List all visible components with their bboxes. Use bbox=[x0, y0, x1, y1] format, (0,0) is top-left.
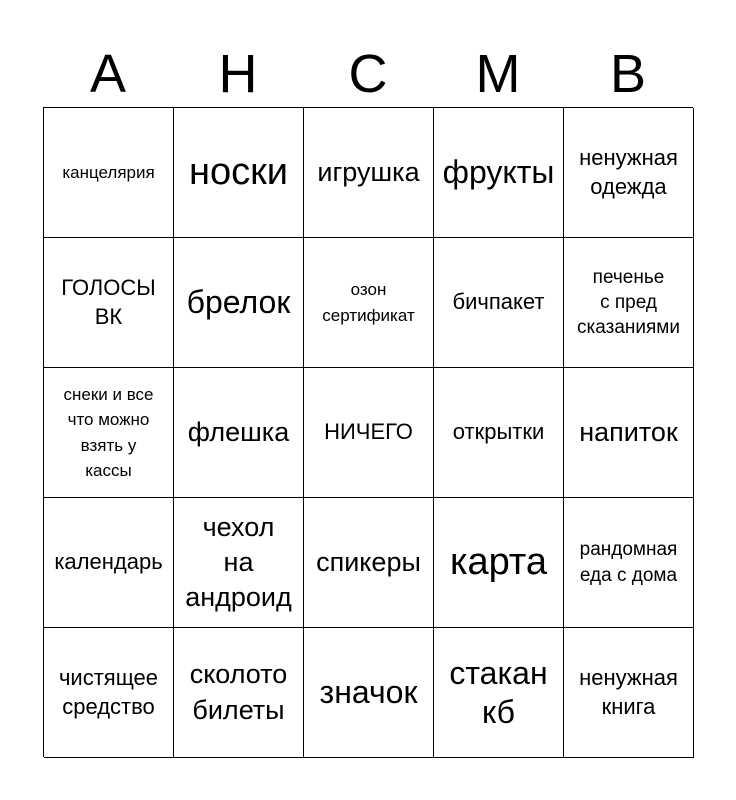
cell-text: открытки bbox=[452, 419, 545, 445]
cell-text: ненужная одежда bbox=[579, 144, 678, 199]
bingo-cell[interactable] bbox=[304, 108, 434, 238]
cell-text: печенье с пред сказаниями bbox=[577, 266, 680, 339]
bingo-cell[interactable] bbox=[434, 628, 564, 758]
bingo-header bbox=[43, 40, 693, 108]
bingo-cell[interactable] bbox=[44, 628, 174, 758]
bingo-cell[interactable] bbox=[564, 498, 694, 628]
bingo-cell[interactable] bbox=[174, 628, 304, 758]
cell-text: фрукты bbox=[442, 154, 555, 191]
bingo-cell[interactable] bbox=[304, 628, 434, 758]
cell-text: бичпакет bbox=[452, 289, 545, 315]
cell-text: снеки и все что можно взять у кассы bbox=[63, 384, 154, 480]
bingo-cell[interactable] bbox=[44, 368, 174, 498]
cell-text: озон сертификат bbox=[322, 280, 415, 325]
bingo-cell[interactable] bbox=[304, 368, 434, 498]
bingo-cell[interactable] bbox=[174, 238, 304, 368]
cell-text: чистящее средство bbox=[58, 664, 159, 719]
bingo-cell[interactable] bbox=[434, 238, 564, 368]
header-letter-5: В bbox=[609, 44, 647, 104]
bingo-cell[interactable] bbox=[564, 238, 694, 368]
bingo-cell[interactable] bbox=[44, 108, 174, 238]
bingo-cell[interactable] bbox=[564, 108, 694, 238]
cell-text: брелок bbox=[186, 284, 291, 321]
cell-text: чехол на андроид bbox=[185, 511, 292, 613]
bingo-cell[interactable] bbox=[174, 108, 304, 238]
cell-text: карта bbox=[449, 540, 547, 583]
bingo-cell[interactable] bbox=[564, 628, 694, 758]
cell-text: ненужная книга bbox=[579, 664, 678, 719]
bingo-grid bbox=[43, 107, 693, 757]
cell-text: спикеры bbox=[316, 546, 421, 577]
cell-text: сколото билеты bbox=[189, 659, 288, 725]
bingo-cell[interactable] bbox=[564, 368, 694, 498]
bingo-cell[interactable] bbox=[44, 498, 174, 628]
cell-text: ГОЛОСЫ ВК bbox=[61, 274, 156, 329]
bingo-cell[interactable] bbox=[434, 108, 564, 238]
cell-text: стакан кб bbox=[449, 655, 548, 730]
cell-text: флешка bbox=[187, 416, 290, 447]
cell-text: носки bbox=[189, 150, 288, 193]
header-letter-1: А bbox=[89, 44, 127, 104]
bingo-cell[interactable] bbox=[434, 368, 564, 498]
cell-text: рандомная еда с дома bbox=[579, 539, 678, 586]
bingo-cell[interactable] bbox=[174, 368, 304, 498]
cell-text: канцелярия bbox=[62, 162, 155, 182]
cell-text: календарь bbox=[54, 549, 163, 575]
cell-text: напиток bbox=[579, 416, 678, 447]
cell-text: игрушка bbox=[317, 156, 420, 187]
bingo-cell[interactable] bbox=[304, 238, 434, 368]
bingo-cell[interactable] bbox=[434, 498, 564, 628]
header-letter-3: С bbox=[348, 44, 388, 104]
bingo-cell[interactable] bbox=[304, 498, 434, 628]
cell-text: значок bbox=[319, 674, 418, 711]
bingo-cell[interactable] bbox=[174, 498, 304, 628]
cell-text: НИЧЕГО bbox=[324, 419, 413, 445]
bingo-cell[interactable] bbox=[44, 238, 174, 368]
header-letter-2: Н bbox=[218, 44, 258, 104]
header-letter-4: М bbox=[475, 44, 521, 104]
